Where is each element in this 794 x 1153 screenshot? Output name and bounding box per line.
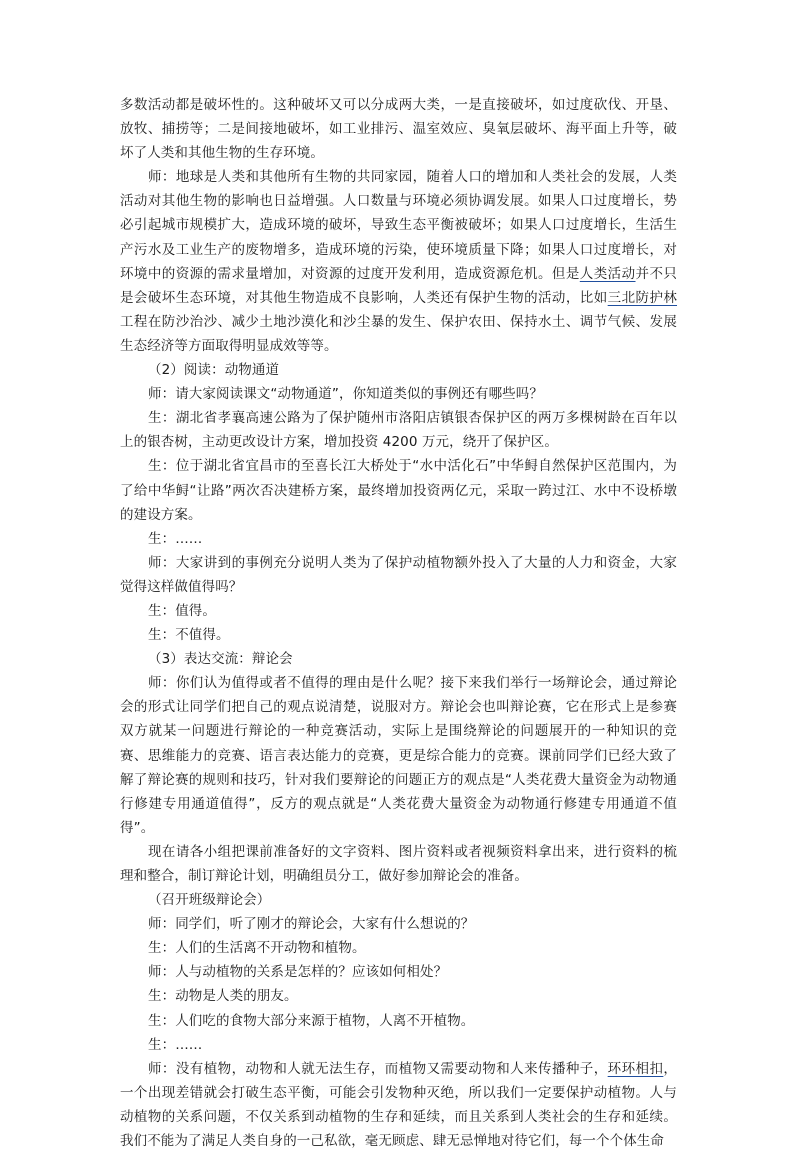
- paragraph: [120, 1009, 677, 1033]
- paragraph: [120, 93, 677, 165]
- paragraph-text: 并不只是会破坏生态环境，对其他生物造成不良影响，人类还有保护生物的活动，比如: [120, 265, 677, 306]
- paragraph-text: 工程在防沙治沙、减少土地沙漠化和沙尘暴的发生、保护农田、保持水土、调节气候、发展生态经济等方面取得明显成效等等。: [120, 313, 677, 354]
- hyperlink[interactable]: 人类活动: [579, 265, 636, 282]
- paragraph: [120, 599, 677, 623]
- paragraph-text: （召开班级辩论会）: [148, 892, 271, 909]
- paragraph-text: （2）阅读：动物通道: [148, 362, 280, 379]
- paragraph-text: 师：大家讲到的事例充分说明人类为了保护动植物额外投入了大量的人力和资金，大家觉得这样做值得吗？: [120, 554, 677, 595]
- paragraph: [120, 406, 677, 454]
- paragraph: [120, 527, 677, 551]
- document-body: [120, 93, 677, 1153]
- paragraph-text: ，一个出现差错就会打破生态平衡，可能会引发物种灭绝，所以我们一定要保护动植物。人与动植物的关系问题，不仅关系到动植物的生存和延续，而且关系到人类社会的生存和延续。我们不能为了满足人类自身的一己私欲，毫无顾虑、肆无忌惮地对待它们，每一个个体生命: [120, 1060, 677, 1150]
- paragraph-text: 生：不值得。: [148, 627, 230, 644]
- hyperlink[interactable]: 三北防护林: [607, 289, 678, 306]
- paragraph-text: 师：地球是人类和其他所有生物的共同家园，随着人口的增加和人类社会的发展，人类活动对其他生物的影响也日益增强。人口数量与环境必须协调发展。如果人口过度增长，势必引起城市规模扩大，造成环境的破坏，导致生态平衡被破坏；如果人口过度增长，生活生产污水及工业生产的废物增多，造成环境的污染，使环境质量下降；如果人口过度增长，对环境中的资源的需求量增加，对资源的过度开发利用，造成资源危机。但是: [120, 169, 677, 282]
- paragraph-text: （3）表达交流：辩论会: [148, 651, 293, 668]
- paragraph: [120, 165, 677, 358]
- paragraph: [120, 1057, 677, 1153]
- paragraph: [120, 647, 677, 671]
- paragraph: [120, 912, 677, 936]
- paragraph: [120, 1033, 677, 1057]
- paragraph-text: 生：动物是人类的朋友。: [148, 988, 298, 1005]
- paragraph-text: 师：请大家阅读课文“动物通道”，你知道类似的事例还有哪些吗？: [148, 386, 543, 403]
- paragraph-text: 多数活动都是破坏性的。这种破坏又可以分成两大类，一是直接破坏，如过度砍伐、开垦、放牧、捕捞等；二是间接地破坏，如工业排污、温室效应、臭氧层破坏、海平面上升等，破坏了人类和其他生物的生存环境。: [120, 97, 677, 162]
- paragraph-text: 生：……: [148, 1036, 203, 1053]
- paragraph-text: 生：……: [148, 530, 203, 547]
- paragraph-text: 生：位于湖北省宜昌市的至喜长江大桥处于“水中活化石”中华鲟自然保护区范围内，为了给中华鲟“让路”两次否决建桥方案，最终增加投资两亿元，采取一跨过江、水中不设桥墩的建设方案。: [120, 458, 677, 523]
- paragraph-text: 生：值得。: [148, 602, 216, 619]
- paragraph: [120, 840, 677, 888]
- paragraph: [120, 454, 677, 526]
- paragraph-text: 生：湖北省孝襄高速公路为了保护随州市洛阳店镇银杏保护区的两万多棵树龄在百年以上的银杏树，主动更改设计方案，增加投资 4200 万元，绕开了保护区。: [120, 410, 677, 451]
- paragraph-text: 生：人们的生活离不开动物和植物。: [148, 940, 366, 957]
- paragraph-text: 师：你们认为值得或者不值得的理由是什么呢？接下来我们举行一场辩论会，通过辩论会的形式让同学们把自己的观点说清楚，说服对方。辩论会也叫辩论赛，它在形式上是参赛双方就某一问题进行辩论的一种竞赛活动，实际上是围绕辩论的问题展开的一种知识的竞赛、思维能力的竞赛、语言表达能力的竞赛，更是综合能力的竞赛。课前同学们已经大致了解了辩论赛的规则和技巧，针对我们要辩论的问题正方的观点是“人类花费大量资金为动物通行修建专用通道值得”，反方的观点就是“人类花费大量资金为动物通行修建专用通道不值得”。: [120, 675, 677, 836]
- paragraph: [120, 551, 677, 599]
- paragraph-text: 现在请各小组把课前准备好的文字资料、图片资料或者视频资料拿出来，进行资料的梳理和整合，制订辩论计划，明确组员分工，做好参加辩论会的准备。: [120, 843, 677, 884]
- paragraph: [120, 358, 677, 382]
- paragraph: [120, 960, 677, 984]
- paragraph-text: 师：没有植物，动物和人就无法生存，而植物又需要动物和人来传播种子，: [148, 1060, 608, 1077]
- paragraph: [120, 936, 677, 960]
- paragraph: [120, 671, 677, 840]
- paragraph: [120, 382, 677, 406]
- paragraph: [120, 888, 677, 912]
- hyperlink[interactable]: 环环相扣: [607, 1060, 664, 1077]
- paragraph: [120, 623, 677, 647]
- paragraph-text: 师：人与动植物的关系是怎样的？应该如何相处？: [148, 964, 448, 981]
- paragraph-text: 生：人们吃的食物大部分来源于植物，人离不开植物。: [148, 1012, 475, 1029]
- paragraph: [120, 984, 677, 1008]
- paragraph-text: 师：同学们，听了刚才的辩论会，大家有什么想说的？: [148, 916, 475, 933]
